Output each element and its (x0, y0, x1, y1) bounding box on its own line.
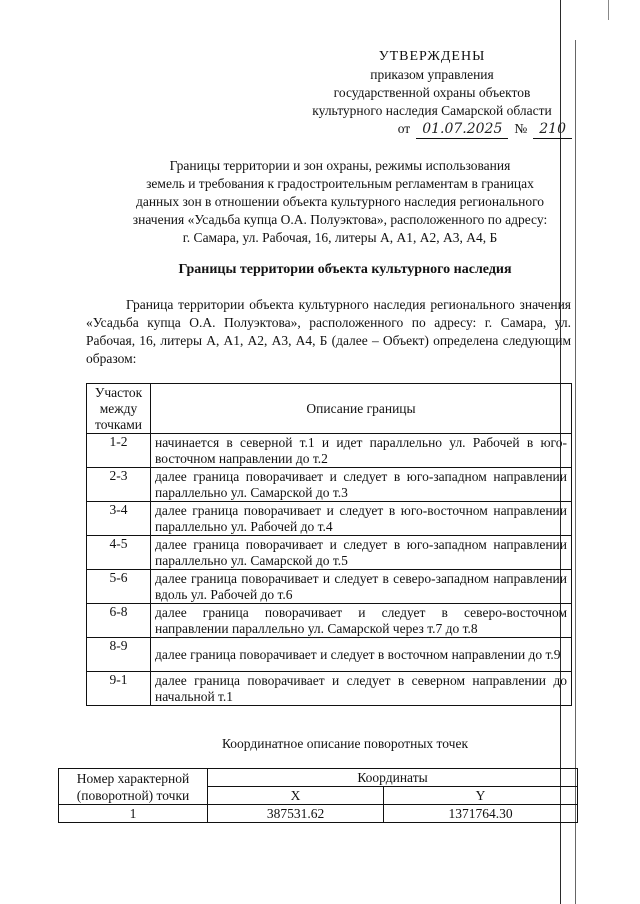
date-prefix: от (397, 121, 411, 136)
table-row (87, 434, 572, 468)
table-row (87, 502, 572, 536)
approval-stamp-block (272, 48, 572, 139)
coord-header-row-1 (59, 769, 578, 787)
y-cell: 1371764.30 (384, 805, 578, 823)
approval-line-2: государственной охраны объектов (333, 85, 531, 100)
segment-cell: 6-8 (87, 604, 151, 638)
segment-cell: 2-3 (87, 468, 151, 502)
intro-paragraph: Граница территории объекта культурного наследия регионального значения «Усадьба купца О.А. Полуэктова», расположенного по адресу: г. Самара, ул. Рабочая, 16, литеры А, А1, А2, А3, А4, Б (далее – Объект) определена следующим образом: (86, 297, 571, 366)
table-row (87, 468, 572, 502)
description-cell: далее граница поворачивает и следует в восточном направлении до т.9 (151, 638, 572, 672)
segment-cell: 8-9 (87, 638, 151, 672)
header-point-line-2: (поворотной) точки (76, 787, 190, 803)
description-cell: далее граница поворачивает и следует в северо-западном направлении вдоль ул. Рабочей до т.6 (151, 570, 572, 604)
header-point-line-1: Номер характерной (76, 770, 190, 786)
handwritten-number: 210 (533, 120, 572, 139)
approval-line-3: культурного наследия Самарской области (312, 103, 552, 118)
table-row (87, 536, 572, 570)
description-cell: далее граница поворачивает и следует в северо-восточном направлении параллельно ул. Самарской через т.7 до т.8 (151, 604, 572, 638)
title-line-3: данных зон в отношении объекта культурного наследия регионального (135, 194, 545, 209)
segment-cell: 4-5 (87, 536, 151, 570)
coordinates-table (58, 768, 578, 823)
header-segment: Участок между точками (87, 384, 151, 434)
header-x: X (208, 787, 384, 805)
x-cell: 387531.62 (208, 805, 384, 823)
point-cell: 1 (59, 805, 208, 823)
table-row (87, 604, 572, 638)
table-row (87, 672, 572, 706)
description-cell: далее граница поворачивает и следует в северном направлении до начальной т.1 (151, 672, 572, 706)
header-description: Описание границы (151, 384, 572, 434)
approval-title: УТВЕРЖДЕНЫ (378, 49, 486, 64)
scan-edge-line-right (608, 0, 609, 20)
handwritten-date: 01.07.2025 (416, 120, 508, 139)
table-row (59, 805, 578, 823)
segment-cell: 1-2 (87, 434, 151, 468)
table-row (87, 638, 572, 672)
table-row (87, 570, 572, 604)
description-cell: далее граница поворачивает и следует в юго-восточном направлении параллельно ул. Рабочей до т.4 (151, 502, 572, 536)
title-line-2: земель и требования к градостроительным регламентам в границах (146, 176, 534, 191)
title-line-5: г. Самара, ул. Рабочая, 16, литеры А, А1, А2, А3, А4, Б (182, 230, 498, 245)
description-cell: далее граница поворачивает и следует в юго-западном направлении параллельно ул. Самарской до т.3 (151, 468, 572, 502)
segment-cell: 9-1 (87, 672, 151, 706)
boundary-table-header (87, 384, 572, 434)
header-y: Y (384, 787, 578, 805)
coordinates-title: Координатное описание поворотных точек (221, 736, 469, 751)
title-line-1: Границы территории и зон охраны, режимы использования (169, 158, 511, 173)
approval-date-line (272, 120, 572, 139)
document-title (70, 157, 610, 247)
approval-line-1: приказом управления (370, 67, 494, 82)
number-prefix: № (514, 121, 528, 136)
description-cell: далее граница поворачивает и следует в юго-западном направлении параллельно ул. Самарской до т.5 (151, 536, 572, 570)
segment-cell: 5-6 (87, 570, 151, 604)
header-point-number (59, 769, 208, 805)
header-coordinates: Координаты (208, 769, 578, 787)
boundary-table (86, 383, 572, 706)
segment-cell: 3-4 (87, 502, 151, 536)
description-cell: начинается в северной т.1 и идет параллельно ул. Рабочей в юго-восточном направлении до т.2 (151, 434, 572, 468)
section-heading: Границы территории объекта культурного наследия (178, 262, 512, 277)
title-line-4: значения «Усадьба купца О.А. Полуэктова», расположенного по адресу: (132, 212, 548, 227)
